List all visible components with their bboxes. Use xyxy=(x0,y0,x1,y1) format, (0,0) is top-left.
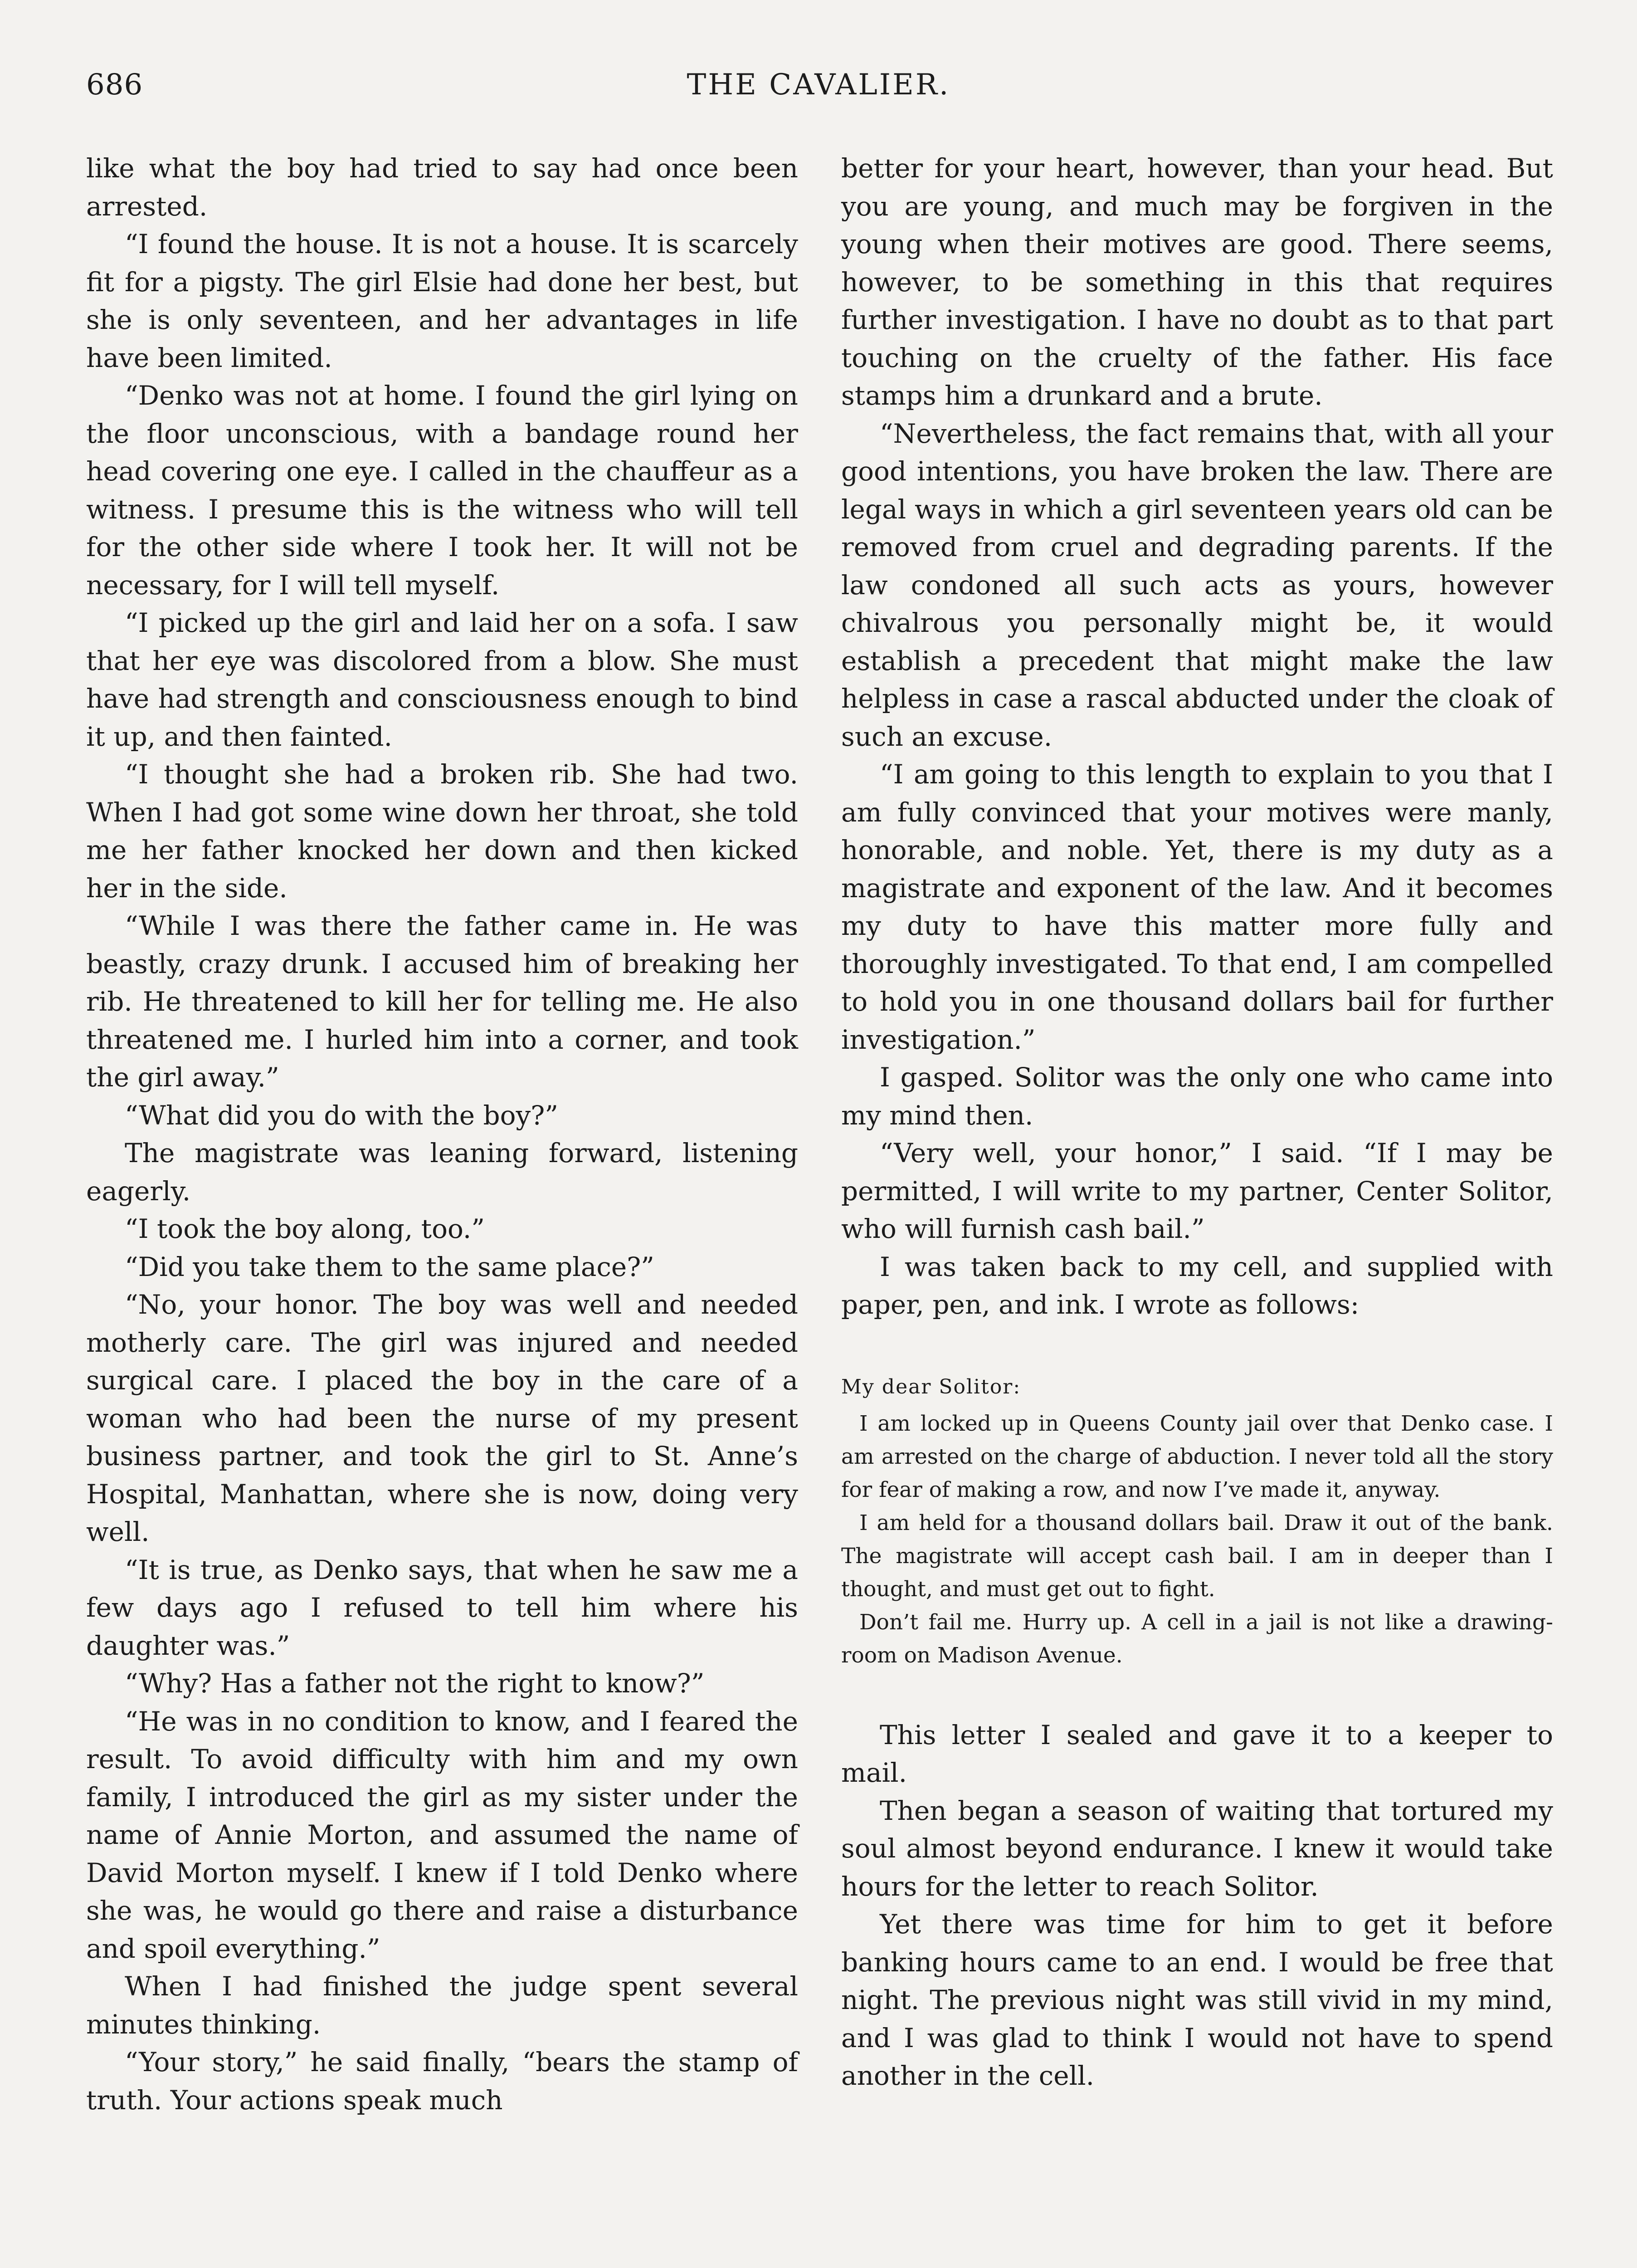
paragraph: “Very well, your honor,” I said. “If I may be permitted, I will write to my partner, Center Solitor, who will furnish cash bail.” xyxy=(841,1138,1553,1244)
paragraph: “He was in no condition to know, and I feared the result. To avoid difficulty with him and my own family, I introduced the girl as my sister under the name of Annie Morton, and assumed the name of David Morton myself. I knew if I told Denko where she was, he would go there and raise a disturbance and spoil everything.” xyxy=(86,1706,798,1964)
paragraph: “What did you do with the boy?” xyxy=(125,1100,559,1131)
paragraph: “Your story,” he said finally, “bears the stamp of truth. Your actions speak much xyxy=(86,2047,798,2116)
letter-block xyxy=(841,1370,1553,1672)
paragraph: This letter I sealed and gave it to a keeper to mail. xyxy=(841,1719,1553,1788)
running-title: THE CAVALIER. xyxy=(687,68,950,102)
paragraph: Yet there was time for him to get it before banking hours came to an end. I would be free that night. The previous night was still vivid in my mind, and I was glad to think I would not have to spend another in the cell. xyxy=(841,1909,1553,2091)
paragraph: “Why? Has a father not the right to know?” xyxy=(125,1668,705,1699)
paragraph: “Denko was not at home. I found the girl lying on the floor unconscious, with a bandage round her head covering one eye. I called in the chauffeur as a witness. I presume this is the witness who will tell for the other side where I took her. It will not be necessary, for I will tell myself. xyxy=(86,380,798,601)
page-number: 686 xyxy=(86,68,143,102)
page-header xyxy=(86,68,1551,118)
paragraph: “While I was there the father came in. He was beastly, crazy drunk. I accused him of breaking her rib. He threatened to kill her for telling me. He also threatened me. I hurled him into a corner, and took the girl away.” xyxy=(86,910,798,1093)
paragraph: I gasped. Solitor was the only one who came into my mind then. xyxy=(841,1062,1553,1131)
paragraph: When I had finished the judge spent several minutes thinking. xyxy=(86,1971,798,2040)
paragraph: “Did you take them to the same place?” xyxy=(125,1251,654,1282)
paragraph: “I took the boy along, too.” xyxy=(125,1213,485,1244)
paragraph: like what the boy had tried to say had once been arrested. xyxy=(86,153,798,222)
paragraph: “It is true, as Denko says, that when he saw me a few days ago I refused to tell him where his daughter was.” xyxy=(86,1554,798,1661)
paragraph: “Nevertheless, the fact remains that, with all your good intentions, you have broken the law. There are legal ways in which a girl seventeen years old can be removed from cruel and degrading parents. If the law condoned all such acts as yours, however chivalrous you personally might be, it would establish a precedent that might make the law helpless in case a rascal abducted under the cloak of such an excuse. xyxy=(841,418,1553,752)
paragraph: The magistrate was leaning forward, listening eagerly. xyxy=(86,1138,798,1207)
paragraph: “I found the house. It is not a house. It is scarcely fit for a pigsty. The girl Elsie had done her best, but she is only seventeen, and her advantages in life have been limited. xyxy=(86,229,798,373)
paragraph: better for your heart, however, than your head. But you are young, and much may be forgiven in the young when their motives are good. There seems, however, to be something in this that requires further investigation. I have no doubt as to that part touching on the cruelty of the father. His face stamps him a drunkard and a brute. xyxy=(841,153,1553,411)
letter-paragraph: I am held for a thousand dollars bail. Draw it out of the bank. The magistrate will accept cash bail. I am in deeper than I thought, and must get out to fight. xyxy=(841,1510,1553,1602)
letter-salutation: My dear Solitor: xyxy=(841,1375,1021,1398)
paragraph: “I am going to this length to explain to you that I am fully convinced that your motives were manly, honorable, and noble. Yet, there is my duty as a magistrate and exponent of the law. And it becomes my duty to have this matter more fully and thoroughly investigated. To that end, I am compelled to hold you in one thousand dollars bail for further investigation.” xyxy=(841,759,1553,1055)
right-column xyxy=(841,150,1553,2095)
paragraph: “I picked up the girl and laid her on a sofa. I saw that her eye was discolored from a blow. She must have had strength and consciousness enough to bind it up, and then fainted. xyxy=(86,607,798,752)
letter-paragraph: Don’t fail me. Hurry up. A cell in a jail is not like a drawing-room on Madison Avenue. xyxy=(841,1609,1553,1668)
letter-paragraph: I am locked up in Queens County jail over that Denko case. I am arrested on the charge of abduction. I never told all the story for fear of making a row, and now I’ve made it, anyway. xyxy=(841,1411,1553,1502)
paragraph: “I thought she had a broken rib. She had two. When I had got some wine down her throat, she told me her father knocked her down and then kicked her in the side. xyxy=(86,759,798,904)
left-column xyxy=(86,150,798,2119)
paragraph: “No, your honor. The boy was well and needed motherly care. The girl was injured and needed surgical care. I placed the boy in the care of a woman who had been the nurse of my present business partner, and took the girl to St. Anne’s Hospital, Manhattan, where she is now, doing very well. xyxy=(86,1289,798,1547)
paragraph: I was taken back to my cell, and supplied with paper, pen, and ink. I wrote as follows: xyxy=(841,1251,1553,1320)
paragraph: Then began a season of waiting that tortured my soul almost beyond endurance. I knew it would take hours for the letter to reach Solitor. xyxy=(841,1795,1553,1902)
